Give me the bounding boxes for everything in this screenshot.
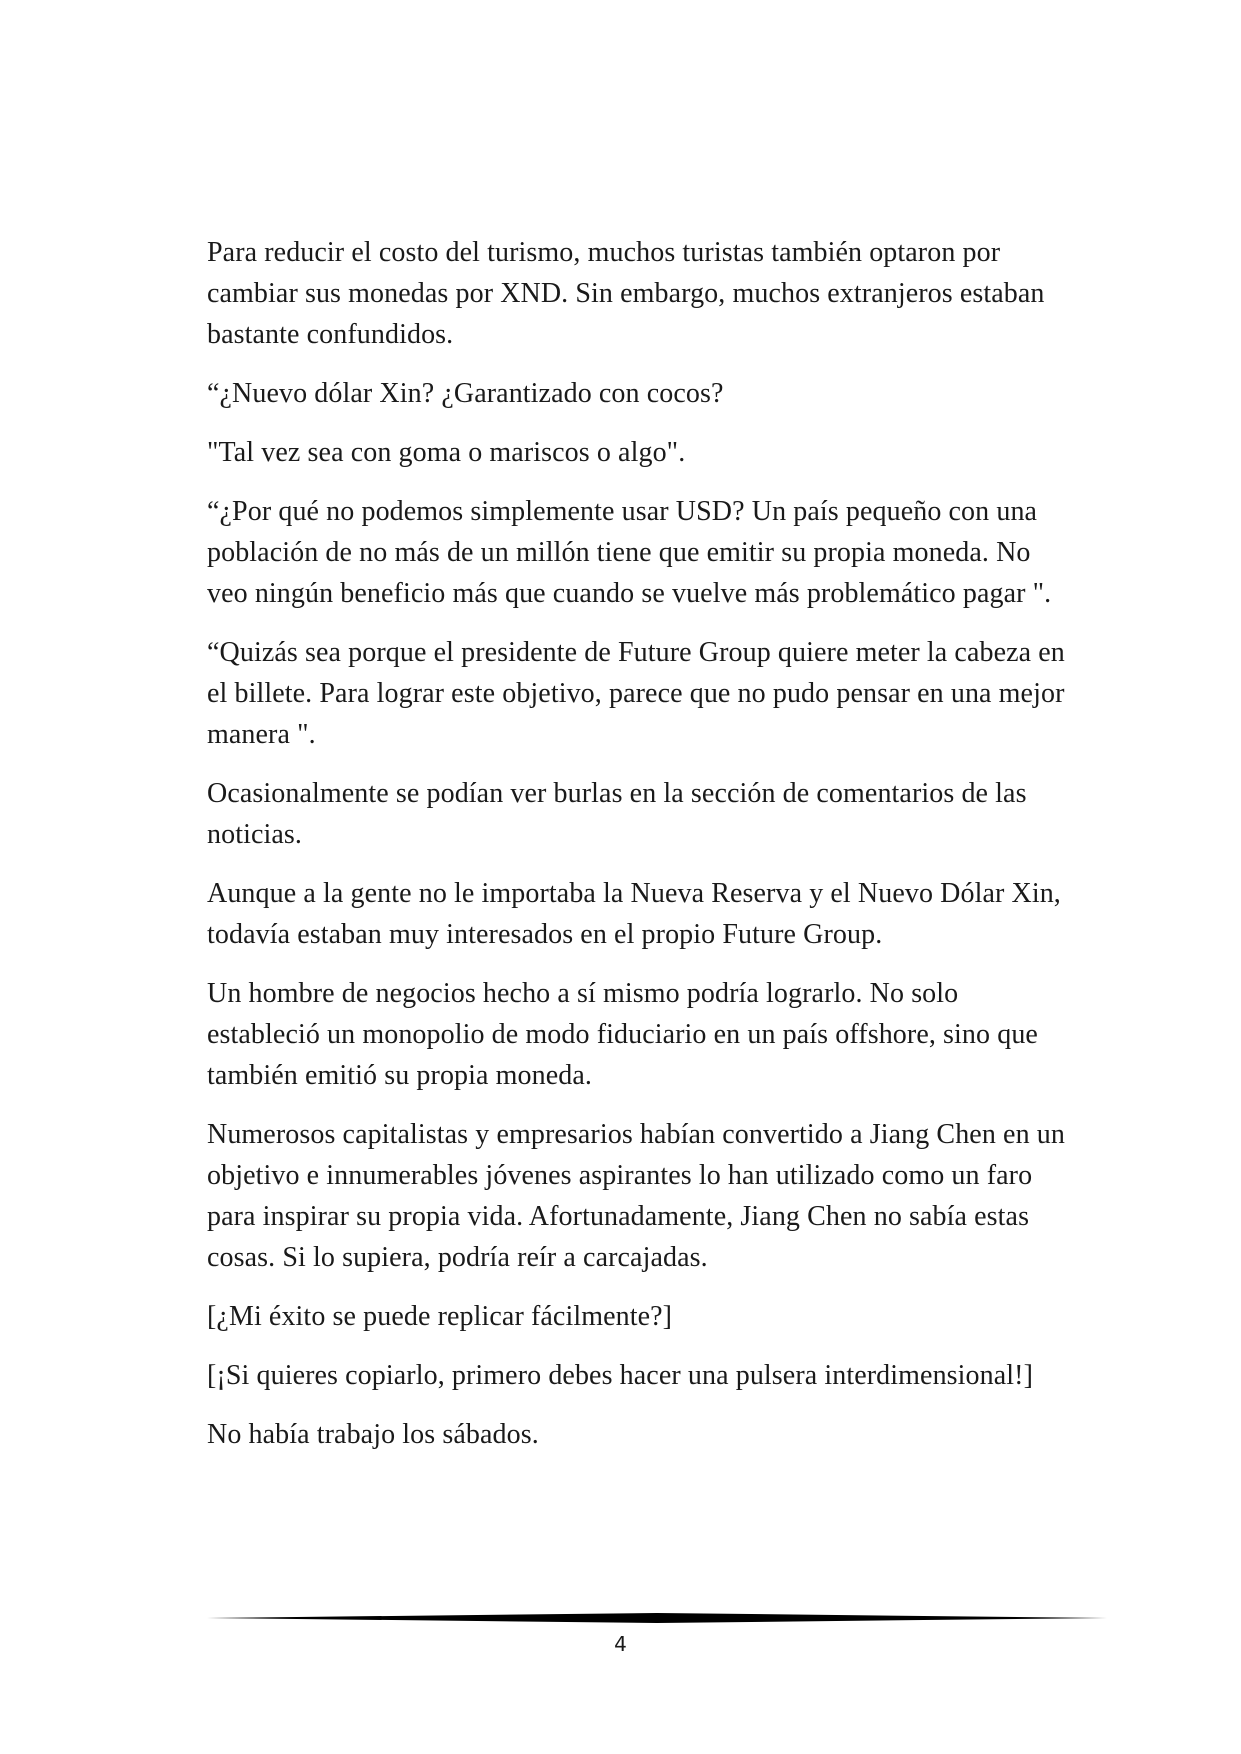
- paragraph: [¡Si quieres copiarlo, primero debes hacer una pulsera interdimensional!]: [207, 1360, 1033, 1391]
- paragraph: “¿Por qué no podemos simplemente usar USD? Un país pequeño con una población de no más de un millón tiene que emitir su propia moneda. No veo ningún beneficio más que cuando se vuelve más problemático pagar ".: [207, 496, 1052, 609]
- paragraph: Ocasionalmente se podían ver burlas en la sección de comentarios de las noticias.: [207, 778, 1027, 850]
- paragraph: “Quizás sea porque el presidente de Future Group quiere meter la cabeza en el billete. Para lograr este objetivo, parece que no pudo pensar en una mejor manera ".: [207, 637, 1065, 750]
- paragraph: "Tal vez sea con goma o mariscos o algo".: [207, 437, 686, 468]
- footer-divider: [207, 1611, 1107, 1625]
- page-number: 4: [614, 1632, 627, 1656]
- paragraph: Un hombre de negocios hecho a sí mismo podría lograrlo. No solo estableció un monopolio de modo fiduciario en un país offshore, sino que también emitió su propia moneda.: [207, 978, 1038, 1091]
- paragraph: Para reducir el costo del turismo, muchos turistas también optaron por cambiar sus monedas por XND. Sin embargo, muchos extranjeros estaban bastante confundidos.: [207, 237, 1045, 350]
- paragraph: Numerosos capitalistas y empresarios habían convertido a Jiang Chen en un objetivo e innumerables jóvenes aspirantes lo han utilizado como un faro para inspirar su propia vida. Afortunadamente, Jiang Chen no sabía estas cosas. Si lo supiera, podría reír a carcajadas.: [207, 1119, 1065, 1273]
- paragraph: Aunque a la gente no le importaba la Nueva Reserva y el Nuevo Dólar Xin, todavía estaban muy interesados en el propio Future Group.: [207, 878, 1061, 950]
- body-text: [207, 232, 1067, 1473]
- paragraph: No había trabajo los sábados.: [207, 1419, 539, 1450]
- paragraph: [¿Mi éxito se puede replicar fácilmente?]: [207, 1301, 673, 1332]
- paragraph: “¿Nuevo dólar Xin? ¿Garantizado con cocos?: [207, 378, 724, 409]
